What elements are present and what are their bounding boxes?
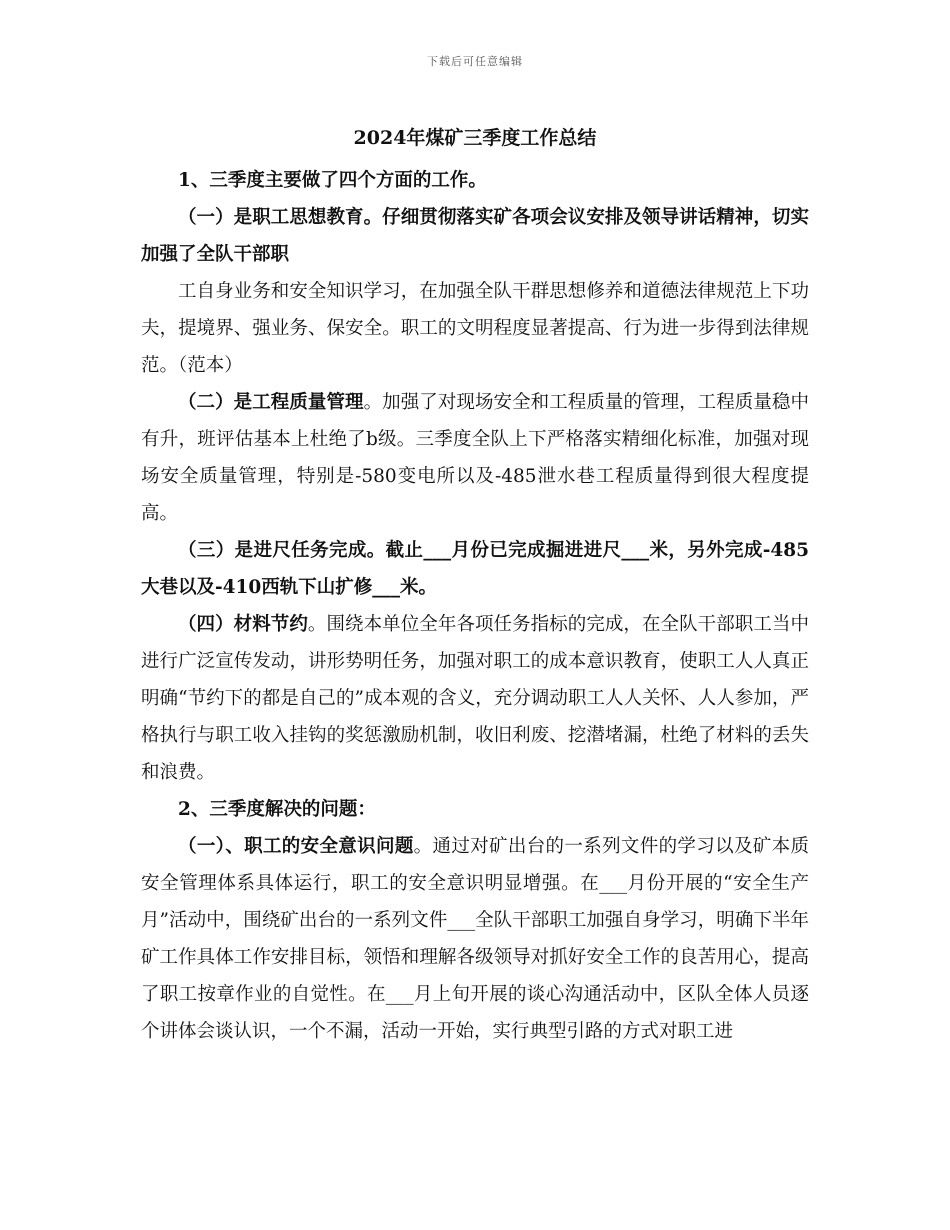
section1-item2-heading: （二）是工程质量管理 bbox=[178, 392, 364, 413]
section2-item1-text: 。通过对矿出台的一系列文件的学习以及矿本质安全管理体系具体运行，职工的安全意识明显增强。在___月份开展的“安全生产月”活动中，围绕矿出台的一系列文件___全队干部职工加强自身学习，明确下半年矿工作具体工作安排目标，领悟和理解各级领导对抓好安全工作的良苦用心，提高了职工按章作业的自觉性。在___月上旬开展的谈心沟通活动中，区队全体人员逐个讲体会谈认识，一个不漏，活动一开始，实行典型引路的方式对职工进 bbox=[141, 836, 809, 1042]
section2-item1-heading: （一）、职工的安全意识问题 bbox=[178, 836, 414, 857]
header-note: 下载后可任意编辑 bbox=[427, 55, 523, 68]
section1-item4-heading: （四）材料节约 bbox=[178, 614, 308, 635]
section1-item4 bbox=[141, 606, 809, 791]
section1-heading: 1、三季度主要做了四个方面的工作。 bbox=[178, 170, 487, 191]
section2-item1 bbox=[141, 828, 809, 1050]
document-title: 2024年煤矿三季度工作总结 bbox=[353, 127, 597, 149]
section1-item2 bbox=[141, 384, 809, 532]
section1-item1-heading: （一）是职工思想教育。仔细贯彻落实矿各项会议安排及领导讲话精神，切实加强了全队干部职 bbox=[141, 207, 809, 265]
section1-item3: （三）是进尺任务完成。截止___月份已完成掘进进尺___米，另外完成-485大巷以及-410西轨下山扩修___米。 bbox=[141, 540, 809, 598]
document-page bbox=[141, 118, 809, 1050]
section1-item1-text: 工自身业务和安全知识学习，在加强全队干群思想修养和道德法律规范上下功夫，提境界、强业务、保安全。职工的文明程度显著提高、行为进一步得到法律规范。（范本） bbox=[141, 281, 809, 376]
section1-item4-text: 。围绕本单位全年各项任务指标的完成，在全队干部职工当中进行广泛宣传发动，讲形势明任务，加强对职工的成本意识教育，使职工人人真正明确“节约下的都是自己的”成本观的含义，充分调动职工人人关怀、人人参加，严格执行与职工收入挂钩的奖惩激励机制，收旧利废、挖潜堵漏，杜绝了材料的丢失和浪费。 bbox=[141, 614, 809, 783]
section1-item2-text: 。加强了对现场安全和工程质量的管理，工程质量稳中有升，班评估基本上杜绝了b级。三季度全队上下严格落实精细化标准，加强对现场安全质量管理，特别是-580变电所以及-485泄水巷工程质量得到很大程度提高。 bbox=[141, 392, 809, 524]
section2-heading: 2、三季度解决的问题： bbox=[178, 799, 376, 820]
